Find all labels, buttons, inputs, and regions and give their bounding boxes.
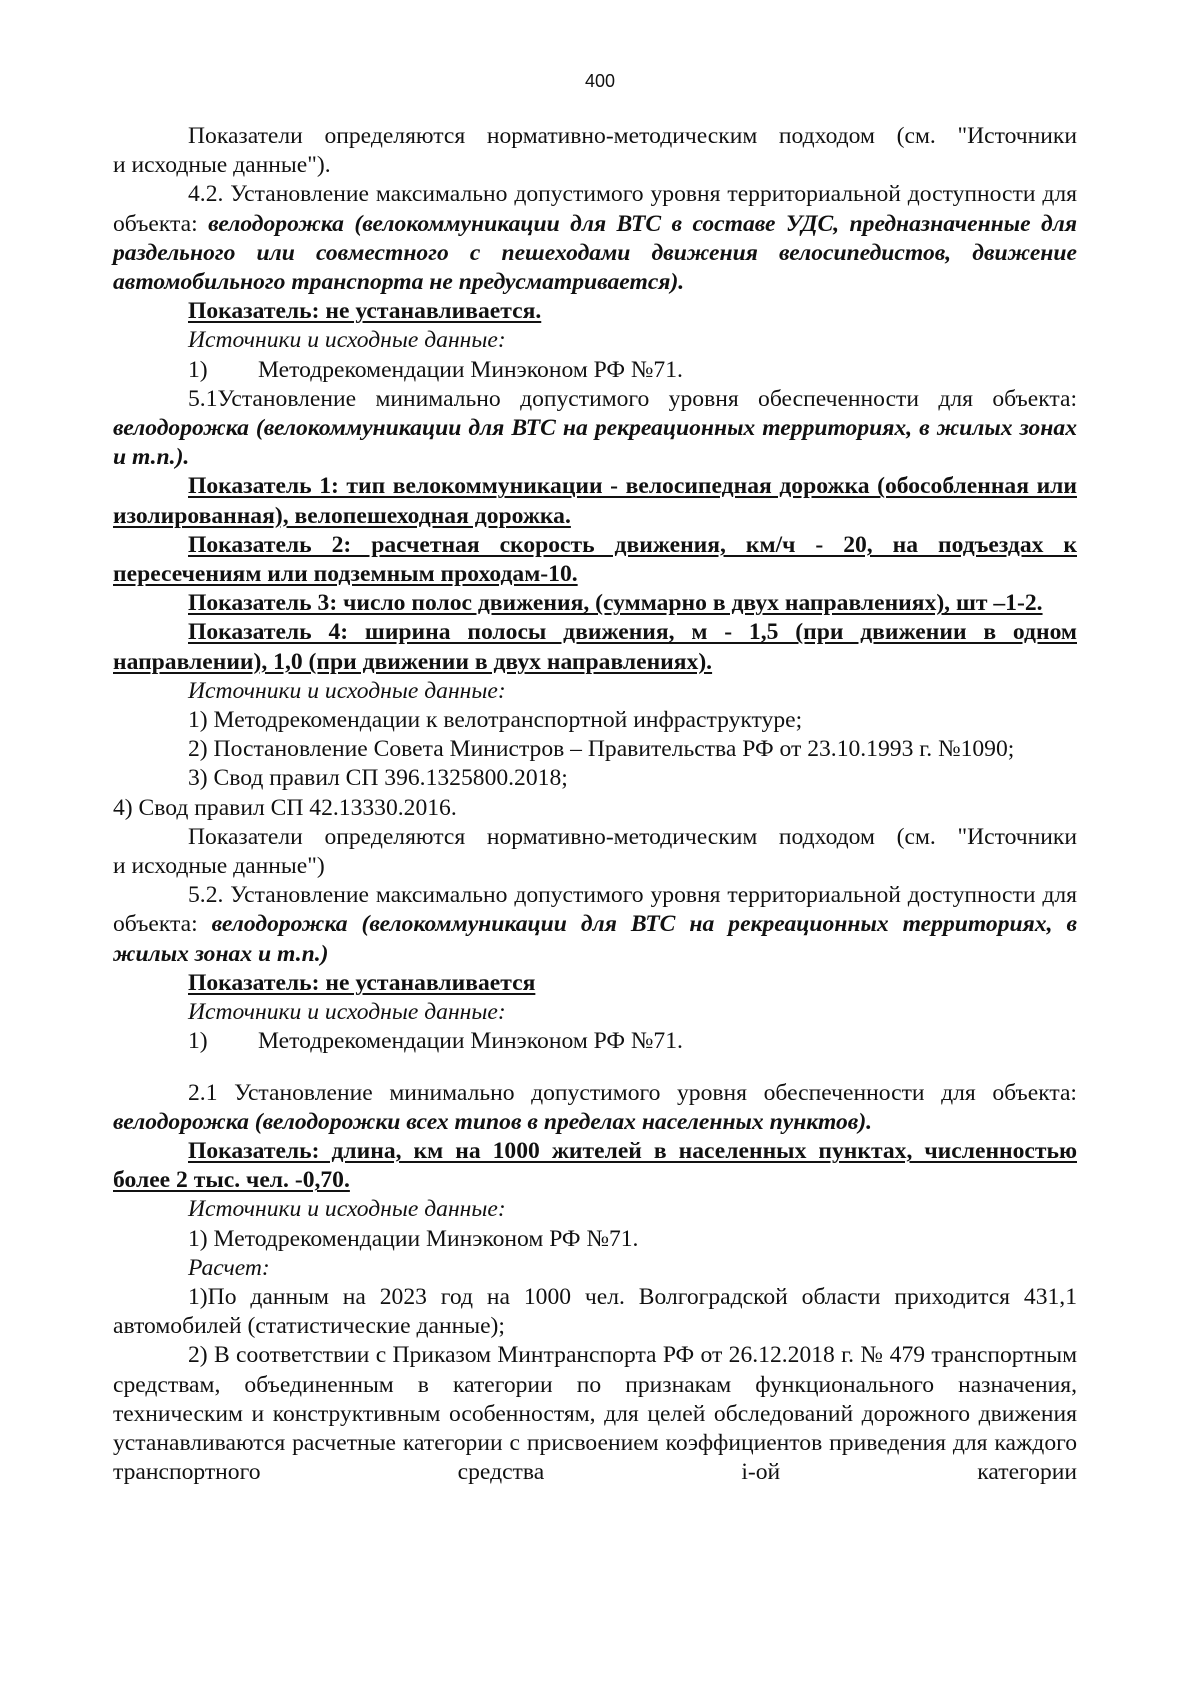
- source-item: 2) Постановление Совета Министров – Правительства РФ от 23.10.1993 г. №1090;: [188, 736, 1015, 763]
- page-number: 400: [584, 71, 616, 91]
- calculation-step-2: 2) В соответствии с Приказом Минтранспорта РФ от 26.12.2018 г. № 479 транспортным средствам, объединенным в категории по признакам функционального назначения, техническим и конструктивным особенностям, для целей обследований дорожного движения устанавливаются расчетные категории с присвоением коэффициентов приведения для каждого транспортного средства i-ой категории: [113, 1342, 1077, 1486]
- paragraph-indicators-method-cont: и исходные данные").: [113, 152, 331, 179]
- spacer: [113, 1057, 1077, 1079]
- paragraph-4-2: 4.2. Установление максимально допустимого уровня территориальной доступности для объекта: велодорожка (велокоммуникации для ВТС в составе УДС, предназначенные для раздельного или совместного с пешеходами движения велосипедистов, движение автомобильного транспорта не предусматривается).: [113, 181, 1077, 296]
- paragraph-indicators-method: Показатели определяются нормативно-методическим подходом (см. "Источники: [188, 823, 1077, 850]
- paragraph-2-1: 2.1 Установление минимально допустимого уровня обеспеченности для объекта: велодорожка (велодорожки всех типов в пределах населенных пунктов).: [113, 1079, 1077, 1135]
- indicator-4: Показатель 4: ширина полосы движения, м - 1,5 (при движении в одном направлении), 1,0 (при движении в двух направлениях).: [113, 619, 1077, 675]
- indicator-heading: Показатель: не устанавливается: [188, 969, 536, 996]
- document-body: [113, 122, 1077, 1487]
- sources-label: Источники и исходные данные:: [188, 1196, 506, 1223]
- paragraph-5-1: 5.1Установление минимально допустимого уровня обеспеченности для объекта: велодорожка (велокоммуникации для ВТС на рекреационных территориях, в жилых зонах и т.п.).: [113, 385, 1077, 471]
- object-description: велодорожка (велодорожки всех типов в пределах населенных пунктов).: [113, 1108, 873, 1135]
- source-item: 1) Методрекомендации Минэконом РФ №71.: [188, 1028, 683, 1055]
- source-item: 1) Методрекомендации к велотранспортной инфраструктуре;: [188, 707, 803, 734]
- source-item: 1) Методрекомендации Минэконом РФ №71.: [188, 356, 683, 383]
- paragraph-indicators-method-cont: и исходные данные"): [113, 853, 325, 880]
- source-item: 3) Свод правил СП 396.1325800.2018;: [188, 765, 568, 792]
- source-item: 4) Свод правил СП 42.13330.2016.: [113, 794, 457, 821]
- sources-label: Источники и исходные данные:: [188, 999, 506, 1026]
- object-description: велодорожка (велокоммуникации для ВТС на рекреационных территориях, в жилых зонах и т.п.): [113, 911, 1078, 967]
- indicator-length: Показатель: длина, км на 1000 жителей в населенных пунктах, численностью более 2 тыс. чел. -0,70.: [113, 1137, 1077, 1194]
- indicator-1: Показатель 1: тип велокоммуникации - велосипедная дорожка (обособленная или изолированная), велопешеходная дорожка.: [113, 473, 1077, 529]
- object-description: велодорожка (велокоммуникации для ВТС на рекреационных территориях, в жилых зонах и т.п.).: [113, 415, 1077, 471]
- calculation-step-1: 1)По данным на 2023 год на 1000 чел. Волгоградской области приходится 431,1 автомобилей (статистические данные);: [113, 1283, 1077, 1340]
- paragraph-5-2: 5.2. Установление максимально допустимого уровня территориальной доступности для объекта: велодорожка (велокоммуникации для ВТС на рекреационных территориях, в жилых зонах и т.п.): [113, 882, 1078, 967]
- object-description: велодорожка (велокоммуникации для ВТС в составе УДС, предназначенные для раздельного или совместного с пешеходами движения велосипедистов, движение автомобильного транспорта не предусматривается).: [113, 210, 1077, 296]
- sources-label: Источники и исходные данные:: [188, 327, 506, 354]
- source-item: 1) Методрекомендации Минэконом РФ №71.: [188, 1225, 639, 1252]
- calculation-label: Расчет:: [188, 1254, 270, 1281]
- sources-label: Источники и исходные данные:: [188, 677, 506, 704]
- indicator-2: Показатель 2: расчетная скорость движения, км/ч - 20, на подъездах к пересечениям или подземным проходам-10.: [113, 531, 1077, 588]
- indicator-heading: Показатель: не устанавливается.: [188, 298, 542, 325]
- paragraph-indicators-method: Показатели определяются нормативно-методическим подходом (см. "Источники: [188, 123, 1077, 149]
- indicator-3: Показатель 3: число полос движения, (суммарно в двух направлениях), шт –1-2.: [188, 590, 1043, 617]
